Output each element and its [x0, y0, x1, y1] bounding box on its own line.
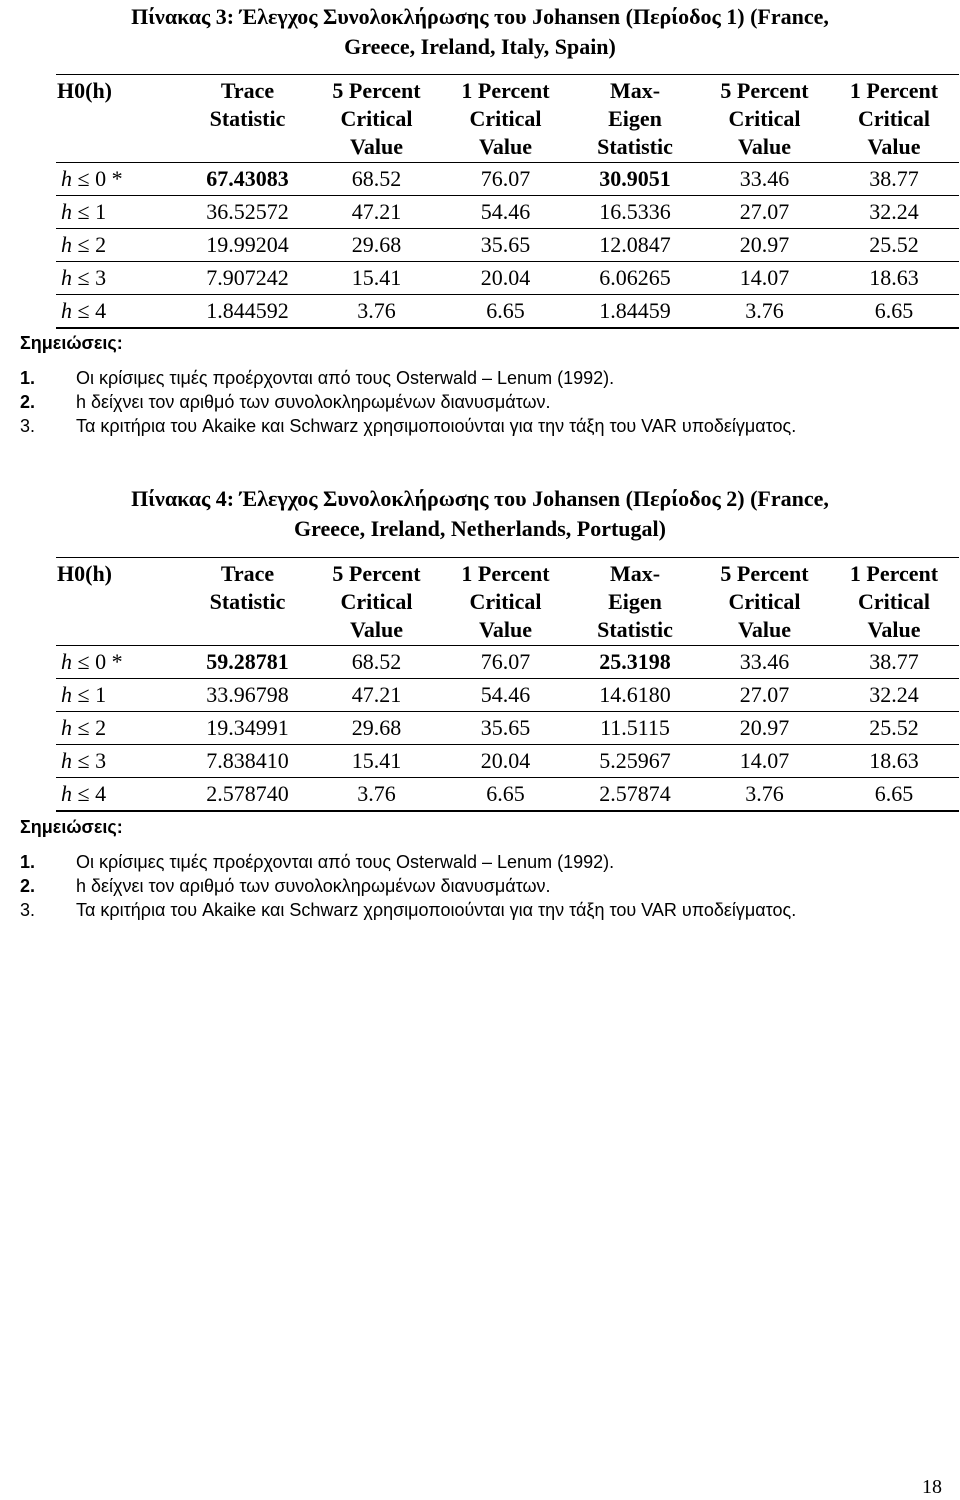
column-header: [312, 75, 441, 163]
cell-trace1: 35.65: [441, 229, 570, 262]
note-text: Τα κριτήρια του Akaike και Schwarz χρησιμοποιούνται για την τάξη του VAR υποδείγματος.: [76, 900, 797, 920]
hypothesis-n: 1: [95, 199, 107, 224]
hypothesis-h: h: [61, 682, 72, 707]
hypothesis-op: ≤: [77, 166, 90, 191]
cell-trace5: 3.76: [312, 295, 441, 329]
cell-trace: 59.28781: [183, 646, 312, 679]
hypothesis-cell: [56, 196, 183, 229]
cell-max5: 20.97: [700, 229, 829, 262]
hypothesis-n: 2: [95, 715, 107, 740]
cell-max1: 32.24: [829, 679, 959, 712]
cell-max5: 33.46: [700, 646, 829, 679]
hypothesis-n: 0 *: [95, 166, 123, 191]
hypothesis-n: 2: [95, 232, 107, 257]
table-row: [56, 163, 959, 196]
column-header-line: Value: [738, 134, 791, 159]
cell-max1: 38.77: [829, 646, 959, 679]
column-header-line: Critical: [728, 106, 801, 131]
column-header-line: 5 Percent: [720, 561, 809, 586]
hypothesis-n: 0 *: [95, 649, 123, 674]
cell-max1: 25.52: [829, 229, 959, 262]
column-header-line: Value: [867, 134, 921, 159]
hypothesis-n: 1: [95, 682, 107, 707]
cell-trace5: 47.21: [312, 679, 441, 712]
hypothesis-cell: [56, 712, 183, 745]
column-header-line: H0(h): [57, 78, 112, 103]
cell-trace: 2.578740: [183, 778, 312, 812]
hypothesis-cell: [56, 295, 183, 329]
cell-maxeig: 1.84459: [570, 295, 700, 329]
cell-max5: 33.46: [700, 163, 829, 196]
column-header-line: Value: [479, 617, 532, 642]
cell-maxeig: 2.57874: [570, 778, 700, 812]
column-header-line: Statistic: [597, 617, 673, 642]
column-header-line: Value: [479, 134, 532, 159]
hypothesis-cell: [56, 646, 183, 679]
cell-max5: 3.76: [700, 295, 829, 329]
hypothesis-h: h: [61, 166, 72, 191]
cell-trace1: 54.46: [441, 196, 570, 229]
column-header-line: 5 Percent: [720, 78, 809, 103]
cell-maxeig: 25.3198: [570, 646, 700, 679]
cell-trace1: 76.07: [441, 163, 570, 196]
hypothesis-cell: [56, 262, 183, 295]
cell-trace: 7.838410: [183, 745, 312, 778]
cell-trace: 7.907242: [183, 262, 312, 295]
column-header-line: 1 Percent: [461, 561, 550, 586]
column-header-line: 1 Percent: [461, 78, 550, 103]
table-3-title: [0, 2, 960, 62]
cell-max1: 6.65: [829, 295, 959, 329]
hypothesis-cell: [56, 745, 183, 778]
hypothesis-cell: [56, 229, 183, 262]
cell-trace1: 20.04: [441, 262, 570, 295]
table-row: [56, 229, 959, 262]
cell-maxeig: 12.0847: [570, 229, 700, 262]
cell-trace: 36.52572: [183, 196, 312, 229]
column-header-line: Statistic: [209, 589, 286, 614]
hypothesis-op: ≤: [77, 748, 90, 773]
note-number: 2.: [20, 876, 36, 896]
hypothesis-cell: [56, 679, 183, 712]
hypothesis-n: 4: [95, 781, 107, 806]
column-header-line: Critical: [728, 589, 801, 614]
cell-trace: 19.34991: [183, 712, 312, 745]
table-row: [56, 295, 959, 329]
page-number: 18: [922, 1476, 942, 1498]
note-text: Οι κρίσιμες τιμές προέρχονται από τους Osterwald – Lenum (1992).: [76, 852, 615, 872]
column-header: [700, 75, 829, 163]
column-header-line: 5 Percent: [332, 561, 421, 586]
column-header-line: Critical: [857, 589, 931, 614]
table-row: [56, 778, 959, 812]
cell-maxeig: 16.5336: [570, 196, 700, 229]
hypothesis-n: 3: [95, 265, 107, 290]
cell-max5: 14.07: [700, 262, 829, 295]
hypothesis-h: h: [61, 232, 72, 257]
table-4-title-line-1: Πίνακας 4: Έλεγχος Συνολοκλήρωσης του Johansen (Περίοδος 2) (France,: [131, 486, 829, 511]
cell-maxeig: 5.25967: [570, 745, 700, 778]
cell-trace5: 29.68: [312, 229, 441, 262]
note-item: [20, 898, 950, 922]
hypothesis-op: ≤: [77, 199, 90, 224]
cell-trace5: 68.52: [312, 646, 441, 679]
column-header: [56, 558, 183, 646]
hypothesis-op: ≤: [77, 781, 90, 806]
note-item: [20, 414, 950, 438]
column-header-line: Critical: [857, 106, 931, 131]
column-header: [183, 558, 312, 646]
cell-trace1: 6.65: [441, 778, 570, 812]
column-header-line: Eigen: [608, 589, 662, 614]
cell-maxeig: 11.5115: [570, 712, 700, 745]
hypothesis-h: h: [61, 715, 72, 740]
note-text: Τα κριτήρια του Akaike και Schwarz χρησιμοποιούνται για την τάξη του VAR υποδείγματος.: [76, 416, 797, 436]
cell-max1: 32.24: [829, 196, 959, 229]
column-header-line: Value: [738, 617, 791, 642]
table-row: [56, 646, 959, 679]
hypothesis-op: ≤: [77, 682, 90, 707]
column-header-line: Trace: [220, 78, 275, 103]
notes-heading: Σημειώσεις:: [20, 333, 123, 353]
cell-max1: 18.63: [829, 745, 959, 778]
hypothesis-h: h: [61, 199, 72, 224]
notes-heading: Σημειώσεις:: [20, 817, 123, 837]
note-number: 3.: [20, 900, 36, 920]
table-3-notes: [20, 330, 950, 438]
column-header: [829, 75, 959, 163]
table-row: [56, 712, 959, 745]
cell-trace: 1.844592: [183, 295, 312, 329]
note-number: 1.: [20, 368, 36, 388]
cell-trace5: 68.52: [312, 163, 441, 196]
hypothesis-cell: [56, 163, 183, 196]
note-text: h δείχνει τον αριθμό των συνολοκληρωμένων διανυσμάτων.: [76, 392, 551, 412]
column-header-line: Critical: [469, 589, 542, 614]
column-header-line: 5 Percent: [332, 78, 421, 103]
column-header: [829, 558, 959, 646]
note-text: h δείχνει τον αριθμό των συνολοκληρωμένων διανυσμάτων.: [76, 876, 551, 896]
cell-max1: 25.52: [829, 712, 959, 745]
column-header-line: Critical: [340, 106, 413, 131]
hypothesis-op: ≤: [77, 265, 90, 290]
column-header: [570, 558, 700, 646]
table-4-notes: [20, 814, 950, 922]
hypothesis-n: 3: [95, 748, 107, 773]
table-row: [56, 679, 959, 712]
column-header-line: H0(h): [57, 561, 112, 586]
column-header-line: Trace: [220, 561, 275, 586]
table-row: [56, 262, 959, 295]
column-header: [441, 558, 570, 646]
column-header-line: Value: [867, 617, 921, 642]
note-number: 2.: [20, 392, 36, 412]
cell-trace1: 35.65: [441, 712, 570, 745]
cell-max5: 20.97: [700, 712, 829, 745]
column-header-line: Max-: [609, 78, 661, 103]
column-header-line: Statistic: [597, 134, 673, 159]
note-item: [20, 874, 950, 898]
column-header: [570, 75, 700, 163]
hypothesis-h: h: [61, 265, 72, 290]
cell-maxeig: 14.6180: [570, 679, 700, 712]
hypothesis-op: ≤: [77, 649, 90, 674]
note-number: 3.: [20, 416, 36, 436]
table-4-title-line-2: Greece, Ireland, Netherlands, Portugal): [294, 516, 666, 541]
table-row: [56, 745, 959, 778]
hypothesis-cell: [56, 778, 183, 812]
cell-trace: 19.99204: [183, 229, 312, 262]
cell-trace5: 3.76: [312, 778, 441, 812]
cell-maxeig: 30.9051: [570, 163, 700, 196]
cell-max5: 14.07: [700, 745, 829, 778]
cell-trace5: 15.41: [312, 262, 441, 295]
table-header-row: [56, 75, 959, 163]
note-item: [20, 390, 950, 414]
table-3-title-line-2: Greece, Ireland, Italy, Spain): [344, 34, 616, 59]
cell-trace1: 6.65: [441, 295, 570, 329]
hypothesis-n: 4: [95, 298, 107, 323]
column-header-line: Critical: [469, 106, 542, 131]
note-item: [20, 366, 950, 390]
note-number: 1.: [20, 852, 36, 872]
hypothesis-h: h: [61, 298, 72, 323]
note-item: [20, 850, 950, 874]
hypothesis-op: ≤: [77, 298, 90, 323]
cell-trace1: 54.46: [441, 679, 570, 712]
cell-max5: 27.07: [700, 679, 829, 712]
column-header-line: Statistic: [209, 106, 286, 131]
column-header-line: Critical: [340, 589, 413, 614]
column-header: [183, 75, 312, 163]
hypothesis-op: ≤: [77, 715, 90, 740]
cell-trace5: 29.68: [312, 712, 441, 745]
column-header-line: Eigen: [608, 106, 662, 131]
table-row: [56, 196, 959, 229]
column-header-line: 1 Percent: [849, 78, 939, 103]
hypothesis-op: ≤: [77, 232, 90, 257]
column-header-line: Max-: [609, 561, 661, 586]
cell-trace: 33.96798: [183, 679, 312, 712]
cell-trace: 67.43083: [183, 163, 312, 196]
column-header: [441, 75, 570, 163]
cell-trace1: 20.04: [441, 745, 570, 778]
note-text: Οι κρίσιμες τιμές προέρχονται από τους Osterwald – Lenum (1992).: [76, 368, 615, 388]
cell-trace5: 47.21: [312, 196, 441, 229]
cell-maxeig: 6.06265: [570, 262, 700, 295]
cell-max1: 38.77: [829, 163, 959, 196]
cell-trace5: 15.41: [312, 745, 441, 778]
table-4: [56, 557, 959, 812]
table-header-row: [56, 558, 959, 646]
column-header-line: 1 Percent: [849, 561, 939, 586]
cell-max5: 3.76: [700, 778, 829, 812]
column-header-line: Value: [350, 134, 403, 159]
cell-trace1: 76.07: [441, 646, 570, 679]
cell-max1: 6.65: [829, 778, 959, 812]
hypothesis-h: h: [61, 781, 72, 806]
column-header-line: Value: [350, 617, 403, 642]
table-3-title-line-1: Πίνακας 3: Έλεγχος Συνολοκλήρωσης του Johansen (Περίοδος 1) (France,: [131, 4, 829, 29]
table-3: [56, 74, 959, 329]
column-header: [312, 558, 441, 646]
hypothesis-h: h: [61, 748, 72, 773]
column-header: [700, 558, 829, 646]
column-header: [56, 75, 183, 163]
cell-max1: 18.63: [829, 262, 959, 295]
table-4-title: [0, 484, 960, 544]
cell-max5: 27.07: [700, 196, 829, 229]
hypothesis-h: h: [61, 649, 72, 674]
